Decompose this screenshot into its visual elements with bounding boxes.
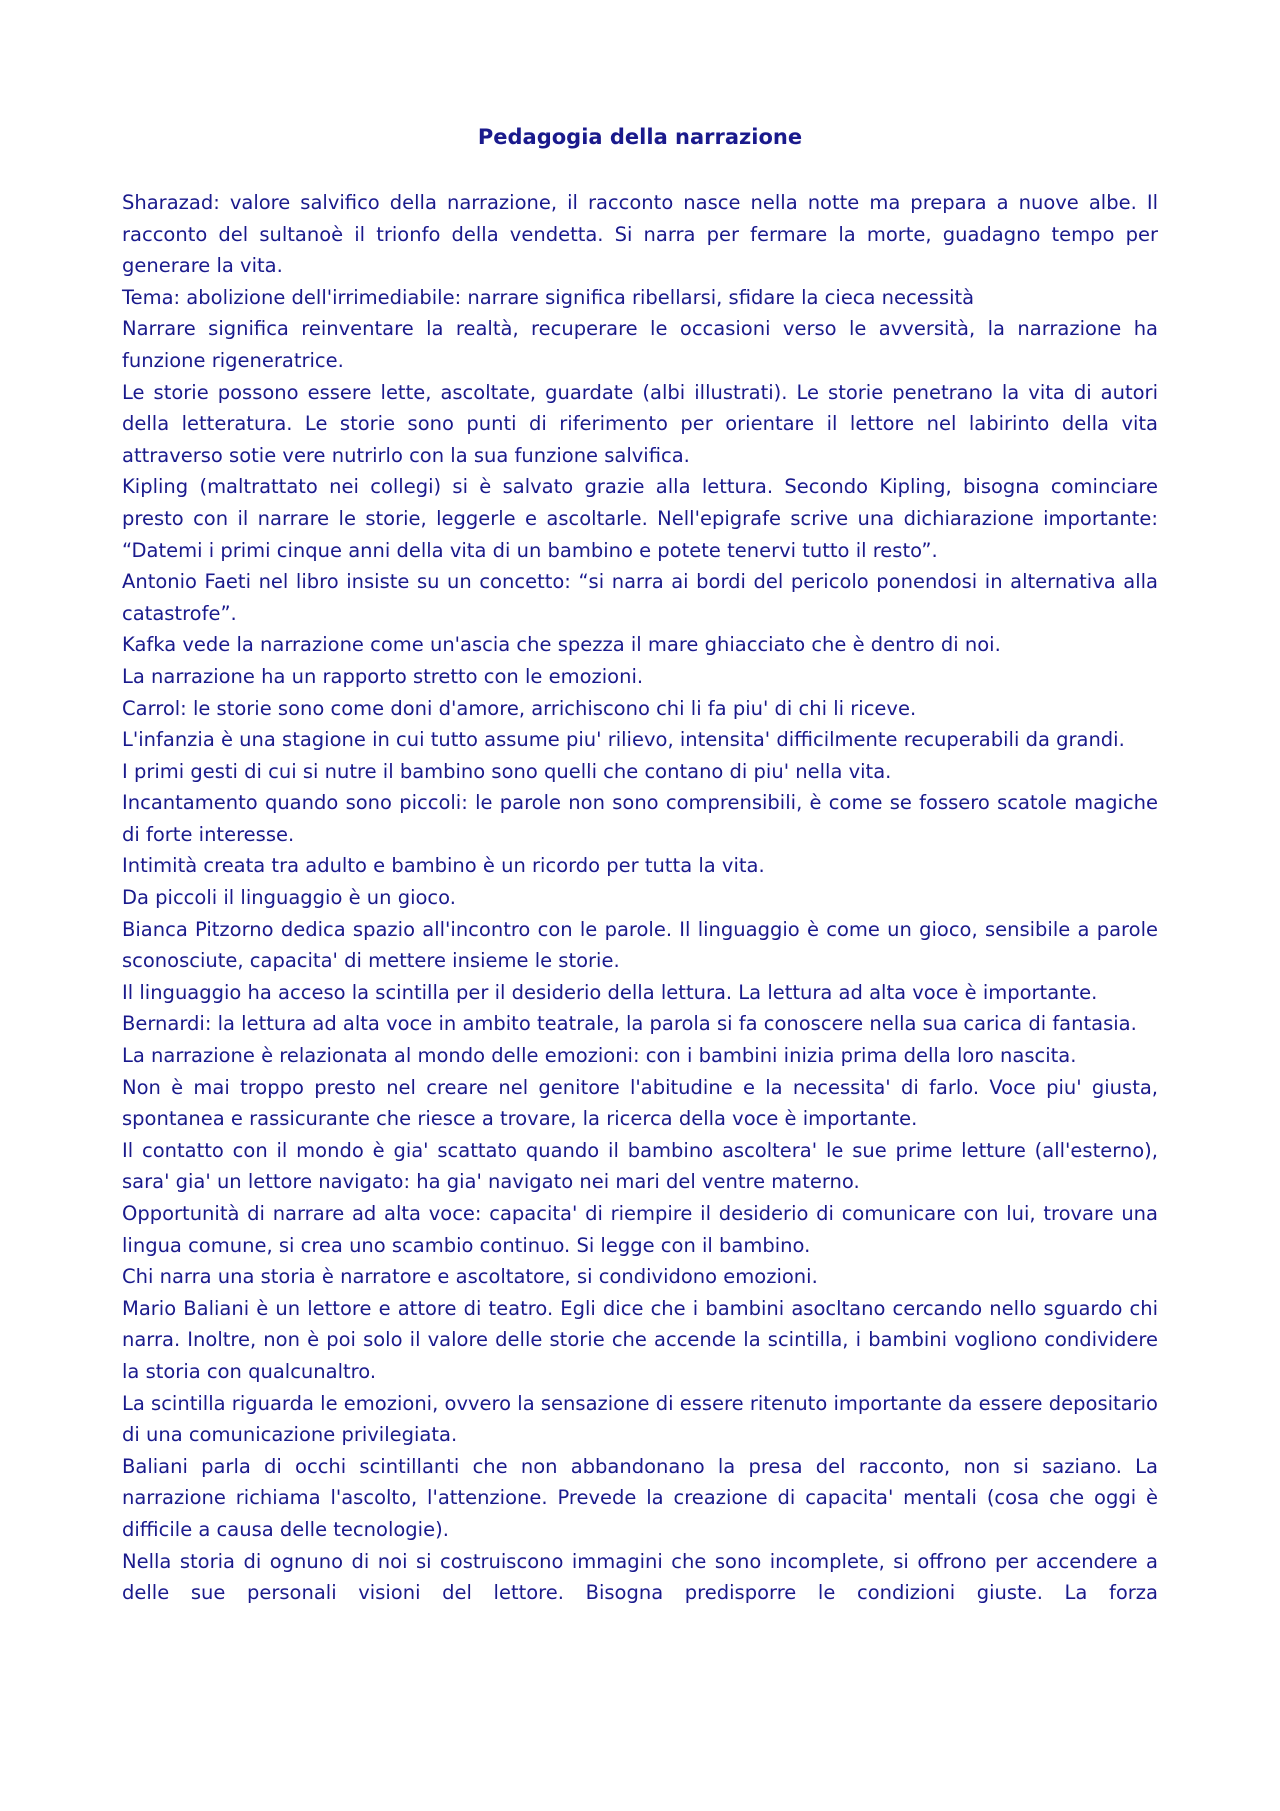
document-body <box>122 187 1158 1609</box>
paragraph: Kafka vede la narrazione come un'ascia che spezza il mare ghiacciato che è dentro di noi. <box>122 633 1001 657</box>
paragraph: Il linguaggio ha acceso la scintilla per il desiderio della lettura. La lettura ad alta voce è importante. <box>122 980 1098 1004</box>
paragraph: Le storie possono essere lette, ascoltate, guardate (albi illustrati). Le storie penetrano la vita di autori della letteratura. Le storie sono punti di riferimento per orientare il lettore nel labirinto della vita attraverso sotie vere nutrirlo con la sua funzione salvifica. <box>122 380 1158 467</box>
paragraph: Il contatto con il mondo è gia' scattato quando il bambino ascoltera' le sue prime letture (all'esterno), sara' gia' un lettore navigato: ha gia' navigato nei mari del ventre materno. <box>122 1138 1158 1194</box>
paragraph: Bernardi: la lettura ad alta voce in ambito teatrale, la parola si fa conoscere nella sua carica di fantasia. <box>122 1012 1137 1036</box>
paragraph: Carrol: le storie sono come doni d'amore, arrichiscono chi li fa piu' di chi li riceve. <box>122 696 917 720</box>
paragraph: Tema: abolizione dell'irrimediabile: narrare significa ribellarsi, sfidare la cieca necessità <box>122 285 975 309</box>
paragraph: Incantamento quando sono piccoli: le parole non sono comprensibili, è come se fossero scatole magiche di forte interesse. <box>122 791 1158 846</box>
paragraph: Antonio Faeti nel libro insiste su un concetto: “si narra ai bordi del pericolo ponendosi in alternativa alla catastrofe”. <box>122 570 1158 625</box>
paragraph: Bianca Pitzorno dedica spazio all'incontro con le parole. Il linguaggio è come un gioco, sensibile a parole sconosciute, capacita' di mettere insieme le storie. <box>122 917 1158 973</box>
paragraph: Baliani parla di occhi scintillanti che non abbandonano la presa del racconto, non si saziano. La narrazione richiama l'ascolto, l'attenzione. Prevede la creazione di capacita' mentali (cosa che oggi è difficile a causa delle tecnologie). <box>122 1454 1158 1541</box>
paragraph: L'infanzia è una stagione in cui tutto assume piu' rilievo, intensita' difficilmente recuperabili da grandi. <box>122 728 1125 752</box>
paragraph: Kipling (maltrattato nei collegi) si è salvato grazie alla lettura. Secondo Kipling, bisogna cominciare presto con il narrare le storie, leggerle e ascoltarle. Nell'epigrafe scrive una dichiarazione importante: “Datemi i primi cinque anni della vita di un bambino e potete tenervi tutto il resto”. <box>122 475 1158 562</box>
paragraph: Da piccoli il linguaggio è un gioco. <box>122 886 456 910</box>
paragraph: Sharazad: valore salvifico della narrazione, il racconto nasce nella notte ma prepara a nuove albe. Il racconto del sultanoè il trionfo della vendetta. Si narra per fermare la morte, guadagno tempo per generare la vita. <box>122 191 1158 278</box>
paragraph: La scintilla riguarda le emozioni, ovvero la sensazione di essere ritenuto importante da essere depositario di una comunicazione privilegiata. <box>122 1391 1158 1447</box>
paragraph: La narrazione è relazionata al mondo delle emozioni: con i bambini inizia prima della loro nascita. <box>122 1044 1077 1068</box>
paragraph: Nella storia di ognuno di noi si costruiscono immagini che sono incomplete, si offrono per accendere a delle sue personali visioni del lettore. Bisogna predisporre le condizioni giuste. La forza <box>122 1549 1158 1605</box>
paragraph: Narrare significa reinventare la realtà, recuperare le occasioni verso le avversità, la narrazione ha funzione rigeneratrice. <box>122 317 1158 372</box>
paragraph: I primi gesti di cui si nutre il bambino sono quelli che contano di piu' nella vita. <box>122 759 892 783</box>
paragraph: Non è mai troppo presto nel creare nel genitore l'abitudine e la necessita' di farlo. Voce piu' giusta, spontanea e rassicurante che riesce a trovare, la ricerca della voce è importante. <box>122 1075 1158 1131</box>
paragraph: Chi narra una storia è narratore e ascoltatore, si condividono emozioni. <box>122 1265 818 1289</box>
paragraph: Mario Baliani è un lettore e attore di teatro. Egli dice che i bambini asocltano cercando nello sguardo chi narra. Inoltre, non è poi solo il valore delle storie che accende la scintilla, i bambini vogliono condividere la storia con qualcunaltro. <box>122 1296 1158 1383</box>
paragraph: Intimità creata tra adulto e bambino è un ricordo per tutta la vita. <box>122 854 765 878</box>
paragraph: La narrazione ha un rapporto stretto con le emozioni. <box>122 664 644 688</box>
document-title: Pedagogia della narrazione <box>477 125 803 149</box>
paragraph: Opportunità di narrare ad alta voce: capacita' di riempire il desiderio di comunicare con lui, trovare una lingua comune, si crea uno scambio continuo. Si legge con il bambino. <box>122 1202 1158 1257</box>
